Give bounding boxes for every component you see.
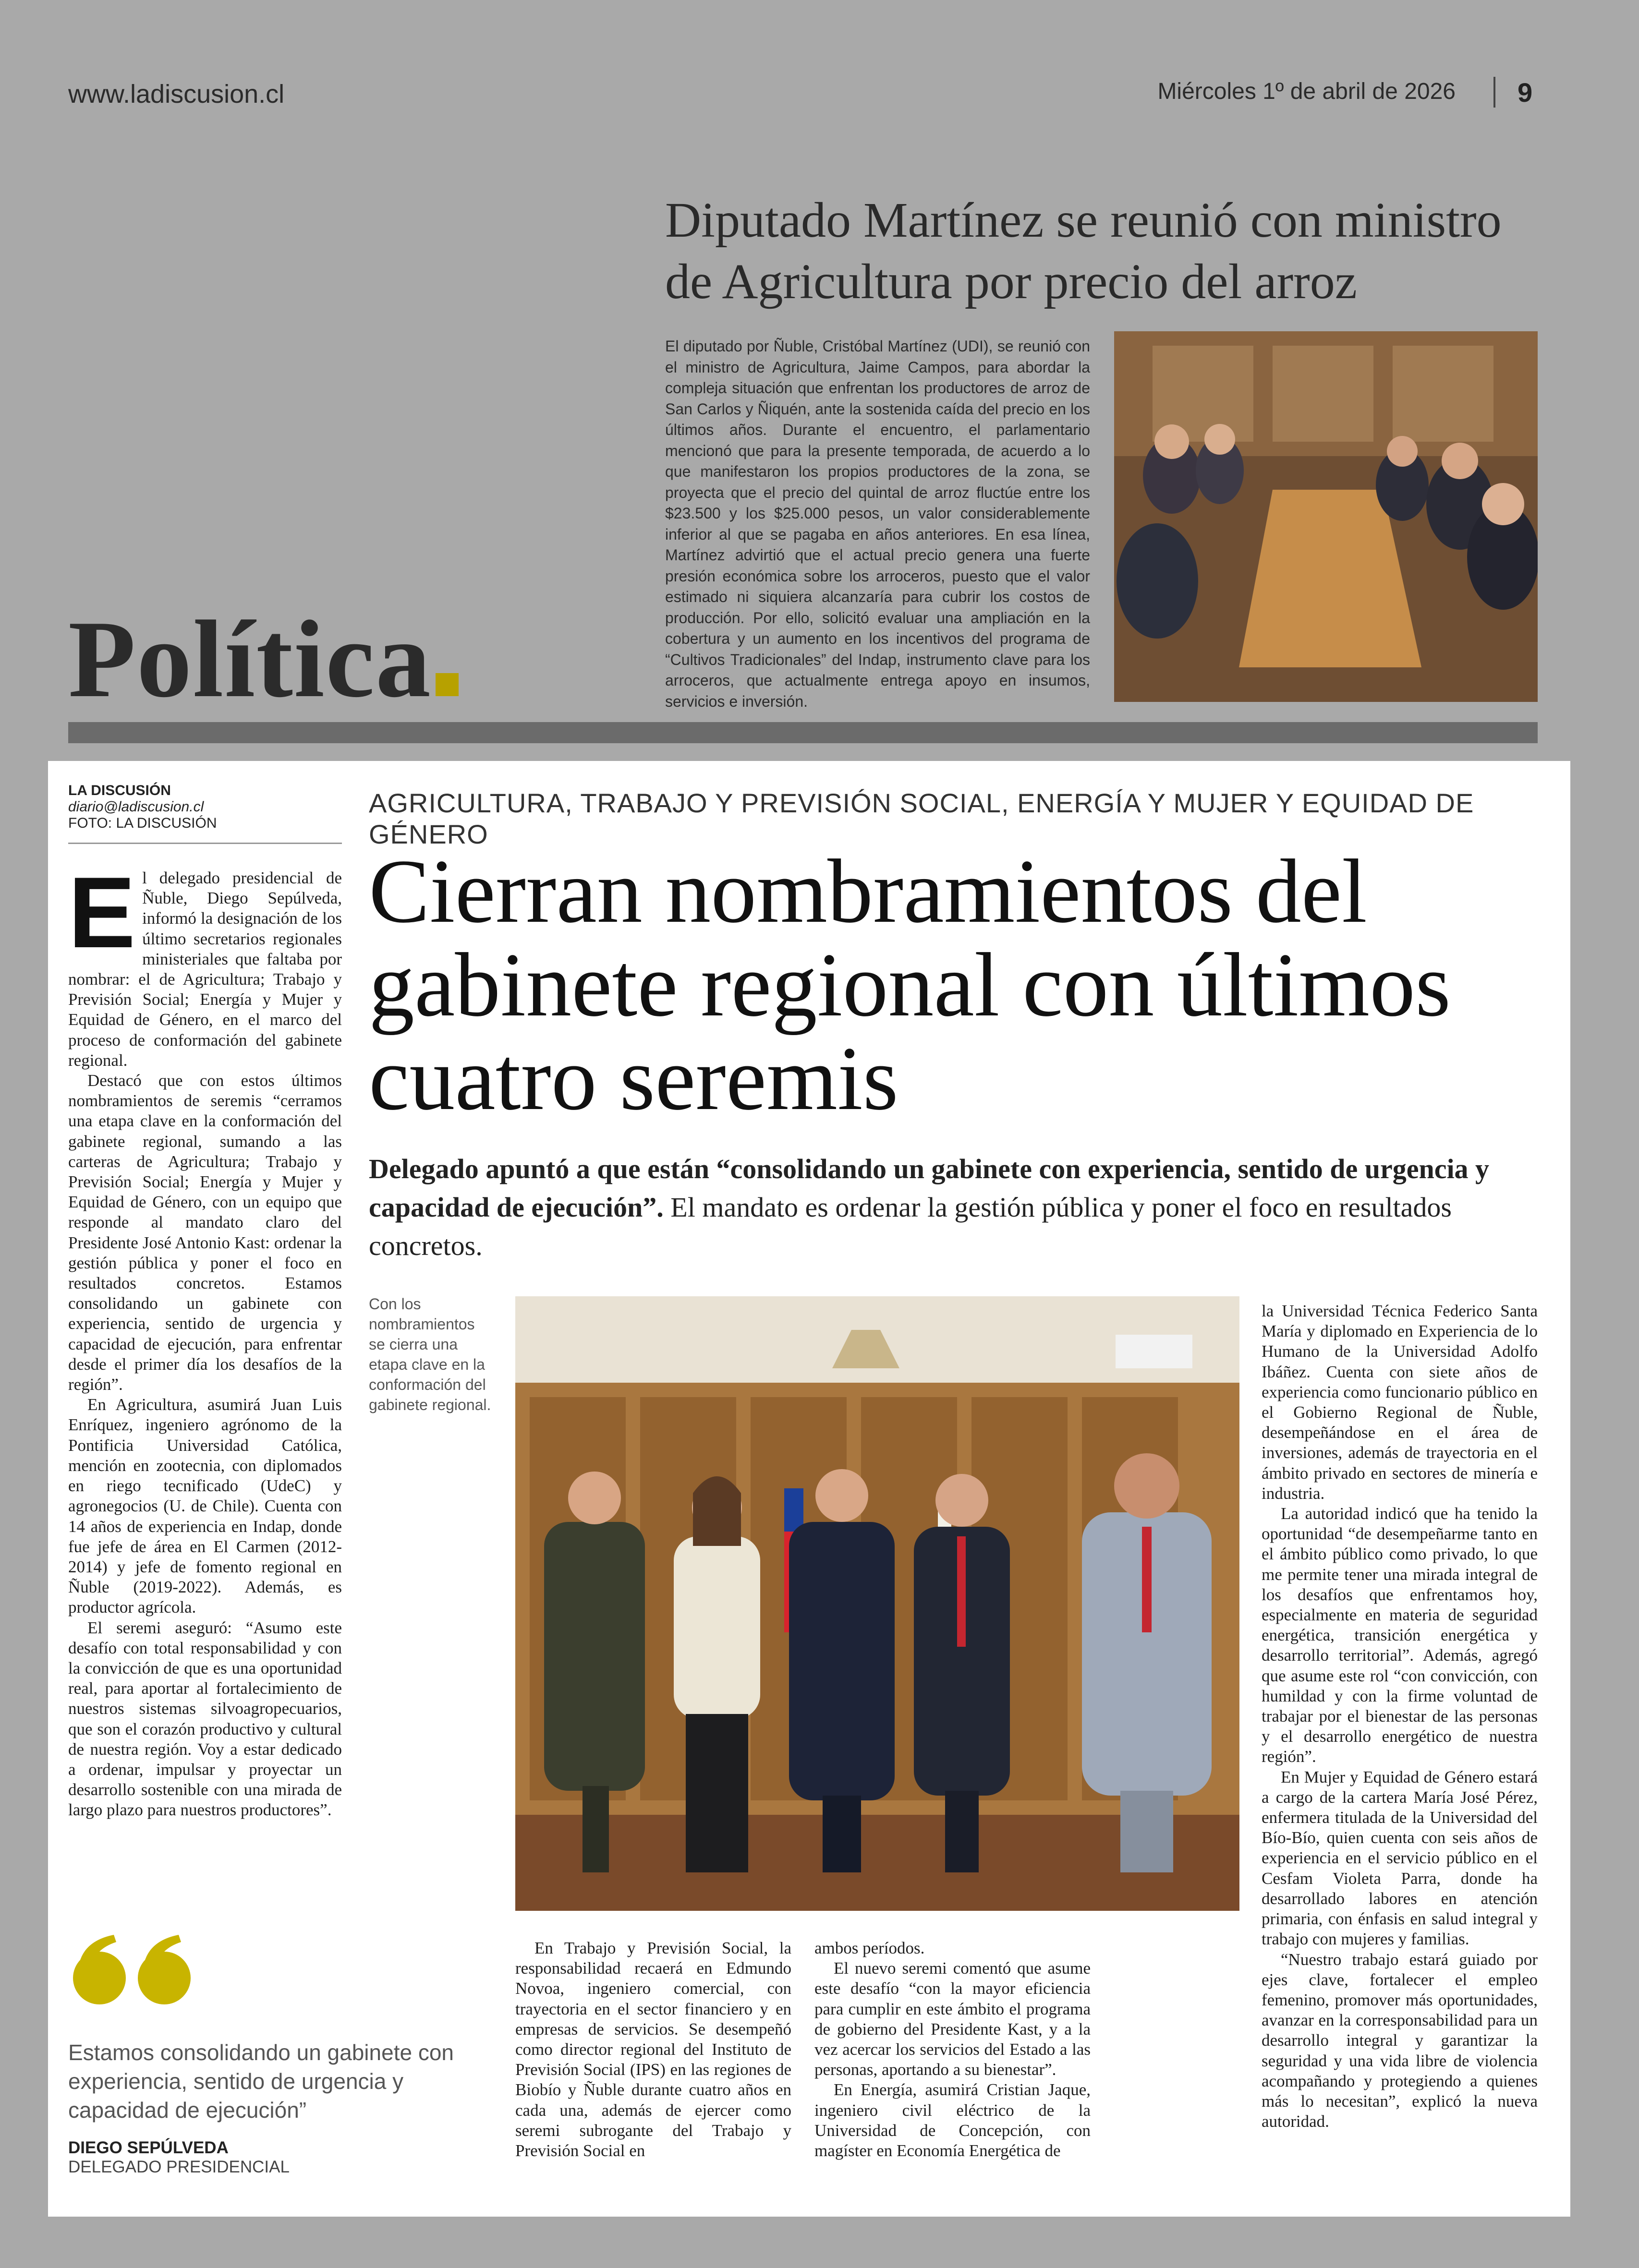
article-column-4 (814, 1938, 1091, 2161)
photo-caption: Con los nombramientos se cierra una etapa clave en la conformación del gabinete regional. (369, 1295, 491, 1413)
quote-mark-icon (68, 1932, 198, 2004)
paragraph: En Mujer y Equidad de Género estará a cargo de la cartera María José Pérez, enfermera titulada de la Universidad del Bío-Bío, quien cuenta con seis años de experiencia en el servicio público en el Cesfam Violeta Parra, donde ha desarrollado labores en atención primaria, con énfasis en salud integral y trabajo con mujeres y familias. (1262, 1767, 1538, 1949)
paragraph: En Agricultura, asumirá Juan Luis Enríquez, ingeniero agrónomo de la Pontificia Universidad Católica, mención en zootecnia, con diplomados en riego tecnificado (UdeC) y agronegocios (U. de Chile). Cuenta con 14 años de experiencia en Indap, donde fue jefe de área en El Carmen (2012-2014) y jefe de fomento regional en Ñuble (2019-2022). Además, es productor agrícola. (68, 1395, 342, 1617)
paragraph: El seremi aseguró: “Asumo este desafío con total responsabilidad y con la convicción de que es una oportunidad real, para aportar al fortalecimiento de nuestros sistemas silvoagropecuarios, que son el corazón productivo y cultural de nuestra región. Voy a estar dedicado a ordenar, impulsar y proyectar un desarrollo sostenible con una mirada de largo plazo para nuestros productores”. (68, 1618, 342, 1820)
group-photo (515, 1296, 1239, 1911)
meeting-photo (1114, 331, 1538, 702)
top-story-body: El diputado por Ñuble, Cristóbal Martínez (UDI), se reunió con el ministro de Agricultura, Jaime Campos, para abordar la compleja situación que enfrentan los productores de arroz de San Carlos y Ñiquén, ante la sostenida caída del precio en los últimos años. Durante el encuentro, el parlamentario mencionó que para la presente temporada, de acuerdo a lo que manifestaron los propios productores de la zona, se proyecta que el precio del quintal de arroz fluctúe entre los $23.500 y los $25.000 pesos, un valor considerablemente inferior al que se pagaba en años anteriores. En esa línea, Martínez advirtió que el actual precio genera una fuerte presión económica sobre los arroceros, puesto que el valor estimado ni siquiera alcanzaría para cubrir los costos de producción. Por ello, solicitó evaluar una ampliación en la cobertura y un aumento en los incentivos del programa de “Cultivos Tradicionales” del Indap, instrumento clave para los arroceros, que actualmente entrega apoyo en insumos, servicios e inversión. (665, 338, 1090, 710)
top-story-headline: Diputado Martínez se reunió con ministro de Agricultura por precio del arroz (665, 193, 1502, 309)
article-headline: Cierran nombramientos del gabinete regional con últimos cuatro seremis (369, 841, 1451, 1129)
article-deck (369, 1150, 1521, 1265)
section-title-text: Política (68, 598, 432, 720)
article-column-5 (1262, 1301, 1538, 2132)
paragraph: En Energía, asumirá Cristian Jaque, ingeniero civil eléctrico de la Universidad de Concepción, con magíster en Economía Energética de (814, 2080, 1091, 2160)
article-kicker: AGRICULTURA, TRABAJO Y PREVISIÓN SOCIAL, ENERGÍA Y MUJER Y EQUIDAD DE GÉNERO (369, 788, 1474, 849)
paragraph: El nuevo seremi comentó que asume este desafío “con la mayor eficiencia para cumplir en este ámbito el programa de gobierno del Presidente Kast, y a la vez acercar los servicios del Estado a las personas, aportando a su bienestar”. (814, 1959, 1091, 2079)
byline-outlet: LA DISCUSIÓN (68, 783, 171, 798)
section-accent-dot (436, 673, 459, 696)
paragraph: la Universidad Técnica Federico Santa María y diplomado en Experiencia de lo Humano de la Universidad Adolfo Ibáñez. Cuenta con siete años de experiencia como funcionario público en el Gobierno Regional de Ñuble, desempeñándose en el área de inversiones, además de trayectoria en el ámbito privado en sectores de minería e industria. (1262, 1302, 1538, 1503)
byline-photo-credit: FOTO: LA DISCUSIÓN (68, 815, 217, 831)
paragraph: “Nuestro trabajo estará guiado por ejes clave, fortalecer el empleo femenino, promover más oportunidades, avanzar en la corresponsabilidad para un desarrollo integral y garantizar la seguridad y una vida libre de violencia acompañando y protegiendo a quienes más lo necesitan”, explicó la nueva autoridad. (1262, 1950, 1538, 2131)
site-url[interactable]: www.ladiscusion.cl (68, 80, 285, 109)
pull-quote-text: Estamos consolidando un gabinete con experiencia, sentido de urgencia y capacidad de ejecución” (68, 2040, 454, 2123)
paragraph-text: l delegado presidencial de Ñuble, Diego Sepúlveda, informó la designación de los último secretarios regionales ministeriales que faltaba por nombrar: el de Agricultura; Trabajo y Previsión Social; Energía y Mujer y Equidad de Género, en el marco del proceso de conformación del gabinete regional. (68, 869, 342, 1070)
paragraph: En Trabajo y Previsión Social, la responsabilidad recaerá en Edmundo Novoa, ingeniero comercial, con trayectoria en el sector financiero y en empresas de servicios. Se desempeñó como director regional del Instituto de Previsión Social (IPS) en las regiones de Biobío y Ñuble durante cuatro años en cada una, además de ejercer como seremi subrogante del Trabajo y Previsión Social en (515, 1939, 791, 2160)
byline-email[interactable]: diario@ladiscusion.cl (68, 799, 204, 815)
page-number: 9 (1518, 77, 1533, 108)
paragraph: Destacó que con estos últimos nombramientos de seremis “cerramos una etapa clave en la conformación del gabinete regional, sumando a las carteras de Agricultura; Trabajo y Previsión Social; Energía y Mujer y Equidad de Género, con un equipo que responde al mandato claro del Presidente José Antonio Kast: ordenar la gestión pública y poner el foco en resultados concretos. Estamos consolidando un gabinete con experiencia, sentido de urgencia y capacidad de ejecución, para enfrentar desde el primer día los desafíos de la región”. (68, 1071, 342, 1394)
deck-rest: El mandato es ordenar la gestión pública y poner el foco en resultados concretos. (369, 1192, 1452, 1261)
byline-rule (68, 843, 342, 844)
section-divider-bar (68, 722, 1538, 743)
article-column-3 (515, 1938, 791, 2161)
issue-date: Miércoles 1º de abril de 2026 (1157, 79, 1456, 104)
byline (68, 783, 342, 832)
paragraph (68, 856, 342, 1071)
deck-bold: Delegado apuntó a que están “consolidando un gabinete con experiencia, sentido de urgencia y capacidad de ejecución”. (369, 1153, 1490, 1223)
drop-cap: E (68, 856, 136, 969)
pull-quote-name: DIEGO SEPÚLVEDA (68, 2138, 229, 2157)
pull-quote-role: DELEGADO PRESIDENCIAL (68, 2158, 290, 2176)
header-separator (1493, 77, 1495, 108)
article-column-1 (68, 856, 342, 1821)
section-title (68, 595, 459, 723)
paragraph: La autoridad indicó que ha tenido la oportunidad “de desempeñarme tanto en el ámbito público como privado, lo que me permite tener una mirada integral de los desafíos que enfrentamos hoy, especialmente en materia de seguridad energética, transición energética y desarrollo territorial”. Además, agregó que asume este rol “con convicción, con humildad y con la firme voluntad de trabajar por el bienestar de las personas y el desarrollo energético de nuestra región”. (1262, 1504, 1538, 1766)
paragraph: ambos períodos. (814, 1939, 925, 1957)
